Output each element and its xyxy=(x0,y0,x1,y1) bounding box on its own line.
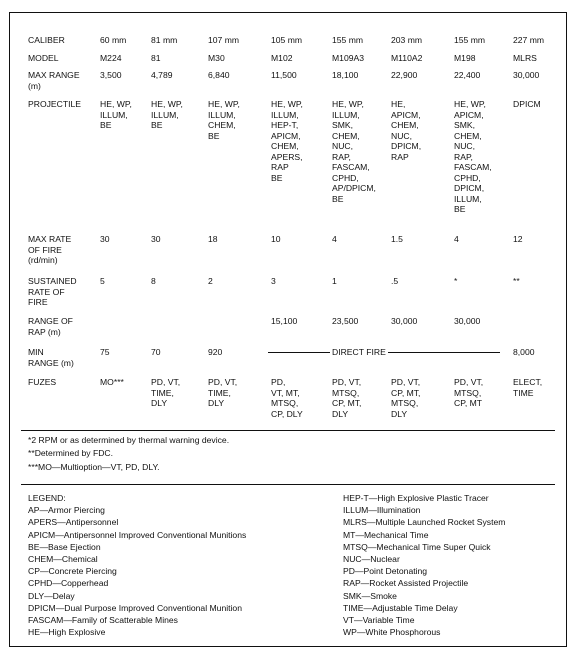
table-cell: M198 xyxy=(454,53,476,63)
text-line: ILLUM, xyxy=(332,109,360,120)
text-line: RAP, xyxy=(332,151,351,162)
table-cell xyxy=(332,377,361,419)
text-line: BE xyxy=(208,130,220,141)
divider xyxy=(21,430,555,431)
table-cell: 30 xyxy=(100,234,110,244)
text-line: MT—Mechanical Time xyxy=(343,529,429,540)
table-cell: 12 xyxy=(513,234,523,244)
text-line: MTSQ, xyxy=(332,387,360,398)
text-line: CPHD—Copperhead xyxy=(28,578,109,589)
text-line: APICM, xyxy=(454,109,484,120)
text-line: DPICM, xyxy=(391,141,422,151)
text-line: CP, MT, xyxy=(391,387,421,398)
table-cell: 81 mm xyxy=(151,35,178,45)
text-line: BE xyxy=(151,120,163,130)
text-line: HE—High Explosive xyxy=(28,627,106,638)
row-label xyxy=(28,70,80,91)
table-cell: .5 xyxy=(391,276,399,286)
text-line: CHEM, xyxy=(271,141,299,151)
table-cell: 18 xyxy=(208,234,218,244)
text-line: CHEM, xyxy=(391,120,419,130)
table-cell: 70 xyxy=(151,347,161,357)
table-cell xyxy=(391,377,420,419)
text-line: HEP-T—High Explosive Plastic Tracer xyxy=(343,493,489,503)
text-line: MLRS—Multiple Launched Rocket System xyxy=(343,517,506,528)
text-line: DLY—Delay xyxy=(28,590,75,601)
text-line: SMK, xyxy=(332,120,354,130)
text-line: MIN xyxy=(28,347,44,357)
direct-fire-label: DIRECT FIRE xyxy=(332,347,386,357)
table-cell: 155 mm xyxy=(332,35,364,45)
footnote: *2 RPM or as determined by thermal warning device. xyxy=(28,435,230,445)
text-line: DPICM—Dual Purpose Improved Conventional Munition xyxy=(28,602,242,613)
table-cell: M224 xyxy=(100,53,122,63)
text-line: MTSQ, xyxy=(391,398,419,408)
text-line: FASCAM—Family of Scatterable Mines xyxy=(28,615,178,626)
table-cell: 22,900 xyxy=(391,70,418,80)
text-line: PD, VT, xyxy=(151,377,181,387)
row-label: CALIBER xyxy=(28,35,65,45)
label-line: (m) xyxy=(28,80,41,91)
text-line: PD, VT, xyxy=(208,377,238,387)
text-line: FIRE xyxy=(28,297,48,307)
table-cell: 81 xyxy=(151,53,161,63)
row-label xyxy=(28,347,74,368)
table-cell xyxy=(100,99,132,131)
legend-title: LEGEND: xyxy=(28,493,66,503)
text-line: BE—Base Ejection xyxy=(28,541,101,552)
text-line: TIME, xyxy=(151,387,174,398)
table-cell: 203 mm xyxy=(391,35,423,45)
text-line: PD, VT, xyxy=(332,377,362,387)
text-line: MTSQ, xyxy=(271,398,299,408)
text-line: SUSTAINED xyxy=(28,276,77,286)
text-line: TIME xyxy=(513,387,534,398)
row-label xyxy=(28,234,71,266)
text-line: MO*** xyxy=(100,377,124,387)
text-line: ILLUM, xyxy=(454,193,482,204)
table-cell xyxy=(454,377,483,409)
text-line: PD, VT, xyxy=(391,377,421,387)
text-line: RATE OF xyxy=(28,286,65,297)
text-line: RANGE (m) xyxy=(28,357,74,368)
table-cell xyxy=(208,99,240,141)
text-line: CP, DLY xyxy=(271,408,303,419)
table-cell: 75 xyxy=(100,347,110,357)
table-cell: * xyxy=(454,276,458,286)
text-line: BE xyxy=(454,204,466,214)
text-line: DPICM, xyxy=(454,183,485,193)
text-line: HE, WP, xyxy=(454,99,486,109)
text-line: RAP (m) xyxy=(28,326,61,337)
row-label xyxy=(28,316,73,337)
text-line: RAP, xyxy=(454,151,473,162)
text-line: HE, WP, xyxy=(100,99,132,109)
text-line: CP, MT, xyxy=(332,398,362,408)
text-line: HE, WP, xyxy=(332,99,364,109)
text-line: VT, MT, xyxy=(271,387,300,398)
table-cell: M110A2 xyxy=(391,53,423,63)
legend-left xyxy=(28,492,246,638)
table-cell xyxy=(100,377,124,388)
text-line: AP—Armor Piercing xyxy=(28,505,105,516)
text-line: VT—Variable Time xyxy=(343,615,415,626)
table-cell: M102 xyxy=(271,53,293,63)
text-line: CHEM—Chemical xyxy=(28,554,98,565)
text-line: APERS, xyxy=(271,151,303,162)
text-line: PD, VT, xyxy=(454,377,484,387)
text-line: RAP xyxy=(391,151,409,162)
text-line: APICM, xyxy=(271,130,301,141)
text-line: APICM, xyxy=(391,109,421,120)
text-line: CP, MT xyxy=(454,398,483,408)
text-line: MTSQ—Mechanical Time Super Quick xyxy=(343,541,491,552)
text-line: NUC, xyxy=(391,130,413,141)
text-line: MAX RATE xyxy=(28,234,72,244)
table-cell: 8 xyxy=(151,276,156,286)
text-line: DLY xyxy=(208,398,225,408)
text-line: AP/DPICM, xyxy=(332,183,376,193)
table-cell: 60 mm xyxy=(100,35,127,45)
table-cell: 4 xyxy=(332,234,337,244)
table-cell: 3 xyxy=(271,276,276,286)
table-cell xyxy=(271,99,303,183)
row-label: FUZES xyxy=(28,377,57,387)
table-cell: 30,000 xyxy=(454,316,481,326)
table-cell xyxy=(513,377,542,398)
text-line: CPHD, xyxy=(454,172,481,183)
table-cell: 30 xyxy=(151,234,161,244)
table-cell: M30 xyxy=(208,53,225,63)
table-cell: 3,500 xyxy=(100,70,122,80)
table-cell: 155 mm xyxy=(454,35,486,45)
text-line: ELECT, xyxy=(513,377,543,387)
text-line: DLY xyxy=(151,398,168,408)
divider xyxy=(21,484,555,485)
table-cell: 30,000 xyxy=(513,70,540,80)
footnote: ***MO—Multioption—VT, PD, DLY. xyxy=(28,462,160,472)
table-cell xyxy=(391,99,421,162)
text-line: FASCAM, xyxy=(332,162,370,172)
text-line: NUC—Nuclear xyxy=(343,554,400,565)
text-line: RAP xyxy=(271,162,289,172)
text-line: TIME, xyxy=(208,387,231,398)
text-line: SMK—Smoke xyxy=(343,590,397,601)
table-cell: 105 mm xyxy=(271,35,303,45)
table-cell xyxy=(151,377,180,409)
text-line: SMK, xyxy=(454,120,476,130)
text-line: DLY xyxy=(391,408,408,419)
table-cell: 6,840 xyxy=(208,70,230,80)
text-line: CHEM, xyxy=(208,120,236,130)
table-cell xyxy=(151,99,183,131)
table-cell xyxy=(454,99,492,215)
table-cell: 2 xyxy=(208,276,213,286)
text-line: BE xyxy=(271,172,283,183)
table-cell xyxy=(208,377,237,409)
legend-right xyxy=(343,492,505,638)
text-line: HE, WP, xyxy=(151,99,183,109)
text-line: TIME—Adjustable Time Delay xyxy=(343,602,458,613)
table-cell: 15,100 xyxy=(271,316,298,326)
text-line: HEP-T, xyxy=(271,120,299,130)
table-cell: 920 xyxy=(208,347,223,357)
table-cell: M109A3 xyxy=(332,53,365,63)
text-line: WP—White Phosphorous xyxy=(343,627,441,638)
text-line: PD, xyxy=(271,377,286,387)
legend-list-right xyxy=(343,492,505,638)
table-cell: 1.5 xyxy=(391,234,403,244)
text-line: ILLUM, xyxy=(208,109,236,120)
text-line: CP—Concrete Piercing xyxy=(28,566,117,577)
legend-list-left xyxy=(28,504,246,638)
table-cell: MLRS xyxy=(513,53,537,63)
table-cell xyxy=(513,99,541,110)
table-cell: 4 xyxy=(454,234,459,244)
table-cell: 30,000 xyxy=(391,316,418,326)
text-line: OF FIRE xyxy=(28,244,62,255)
table-cell: 107 mm xyxy=(208,35,240,45)
text-line: BE xyxy=(332,193,344,204)
table-cell: 22,400 xyxy=(454,70,481,80)
text-line: MTSQ, xyxy=(454,387,482,398)
text-line: NUC, xyxy=(332,141,354,151)
text-line: BE xyxy=(100,120,112,130)
text-line: APICM—Antipersonnel Improved Conventional Munitions xyxy=(28,529,247,540)
table-frame xyxy=(9,12,567,647)
table-cell: 1 xyxy=(332,276,337,286)
table-cell: 23,500 xyxy=(332,316,359,326)
text-line: ILLUM—Illumination xyxy=(343,505,421,516)
table-cell: 4,789 xyxy=(151,70,173,80)
text-line: HE, WP, xyxy=(208,99,240,109)
text-line: DPICM xyxy=(513,99,541,109)
text-line: FASCAM, xyxy=(454,162,492,172)
table-cell: 5 xyxy=(100,276,105,286)
text-line: ILLUM, xyxy=(271,109,299,120)
table-cell: 227 mm xyxy=(513,35,545,45)
text-line: RANGE OF xyxy=(28,316,73,326)
text-line: RAP—Rocket Assisted Projectile xyxy=(343,578,469,589)
table-cell xyxy=(271,377,303,419)
text-line: ILLUM, xyxy=(151,109,179,120)
text-line: (rd/min) xyxy=(28,255,58,265)
table-cell: 11,500 xyxy=(271,70,297,80)
text-line: NUC, xyxy=(454,141,476,151)
label-line: MAX RANGE xyxy=(28,70,80,80)
row-label: PROJECTILE xyxy=(28,99,82,109)
row-label: MODEL xyxy=(28,53,59,63)
text-line: CHEM, xyxy=(332,130,360,141)
table-cell: ** xyxy=(513,276,520,286)
text-line: CPHD, xyxy=(332,172,359,183)
footnote: **Determined by FDC. xyxy=(28,448,114,458)
text-line: ILLUM, xyxy=(100,109,128,120)
table-cell xyxy=(332,99,376,204)
table-cell: 8,000 xyxy=(513,347,535,357)
text-line: DLY xyxy=(332,408,349,419)
text-line: CHEM, xyxy=(454,130,482,141)
text-line: HE, WP, xyxy=(271,99,303,109)
row-label xyxy=(28,276,77,308)
text-line: PD—Point Detonating xyxy=(343,566,428,577)
table-cell: 18,100 xyxy=(332,70,359,80)
table-cell: 10 xyxy=(271,234,281,244)
text-line: APERS—Antipersonnel xyxy=(28,517,119,528)
text-line: HE, xyxy=(391,99,406,109)
